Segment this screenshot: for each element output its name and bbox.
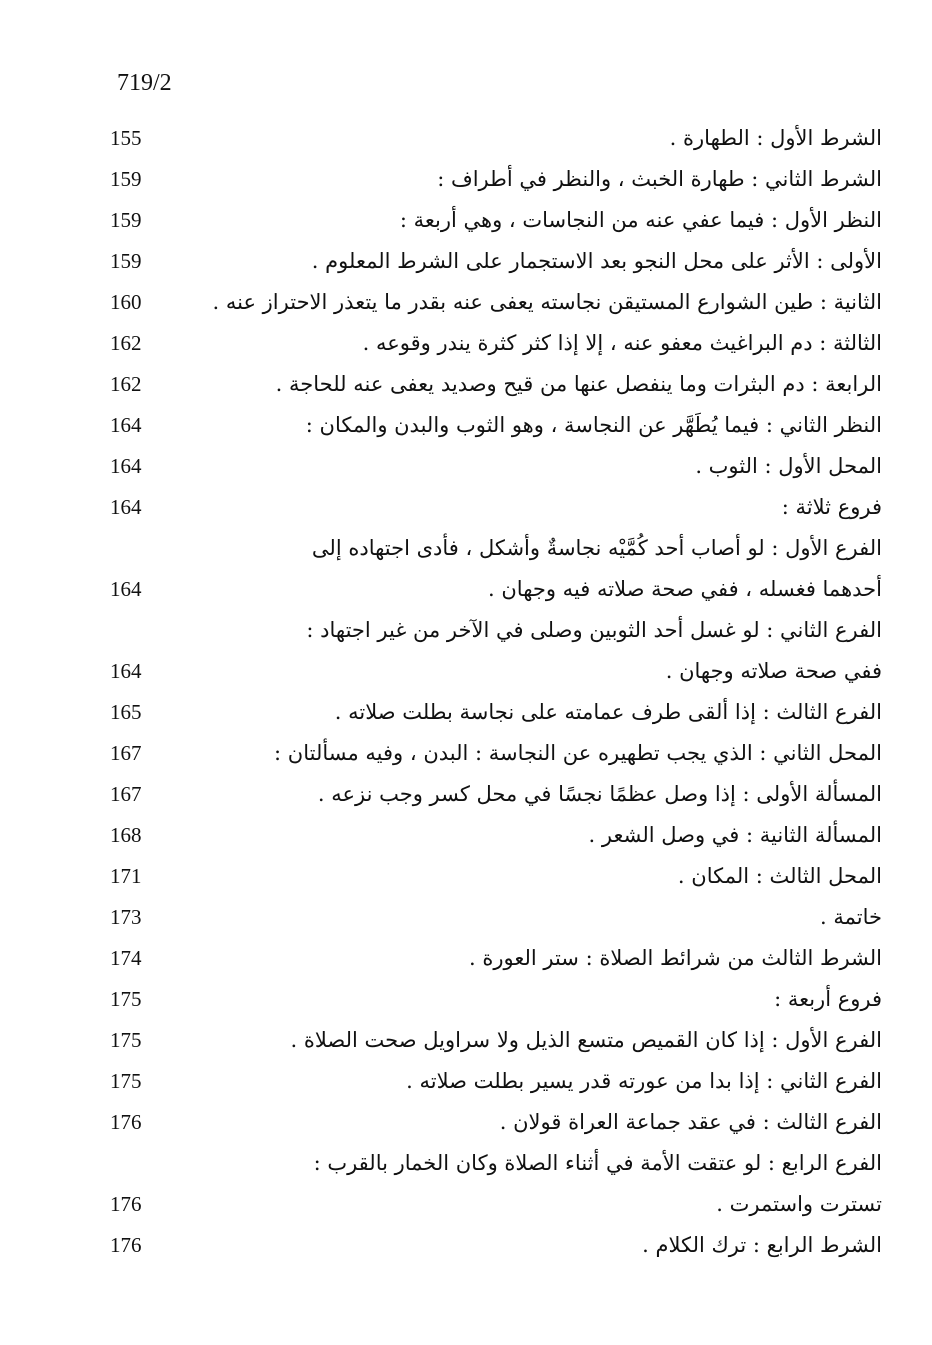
toc-entry-title: الثانية : طين الشوارع المستيقن نجاسته يعفى عنه بقدر ما يتعذر الاحتراز عنه . [212,290,882,314]
toc-entry-title: الشرط الثالث من شرائط الصلاة : ستر العورة . [469,946,882,970]
toc-entry-page: 164 [110,413,142,437]
toc-entry [110,1102,882,1143]
page-number: 719/2 [117,70,172,96]
toc-entry [110,897,882,938]
toc-entry-page: 167 [110,741,142,765]
toc-entry-page: 165 [110,700,142,724]
toc-entry-page: 175 [110,987,142,1011]
toc-entry [110,569,882,610]
toc-entry-page: 164 [110,577,142,601]
toc-entry [110,815,882,856]
toc-entry [110,446,882,487]
toc-entry [110,692,882,733]
toc-entry [110,610,882,651]
toc-entry-title: النظر الثاني : فيما يُطَهَّر عن النجاسة ، وهو الثوب والبدن والمكان : [305,413,882,437]
toc-entry-title: الفرع الأول : إذا كان القميص متسع الذيل ولا سراويل صحت الصلاة . [290,1028,882,1052]
toc-entry-title: الأولى : الأثر على محل النجو بعد الاستجمار على الشرط المعلوم . [311,249,882,273]
toc-entry-title: المحل الثاني : الذي يجب تطهيره عن النجاسة : البدن ، وفيه مسألتان : [274,741,882,765]
toc-entry-page: 164 [110,659,142,683]
toc-entry-page: 167 [110,782,142,806]
toc-entry-title: الفرع الثالث : إذا ألقى طرف عمامته على نجاسة بطلت صلاته . [334,700,882,724]
toc-entry-page: 162 [110,372,142,396]
toc-entry-page: 155 [110,126,142,150]
toc-entry [110,733,882,774]
toc-entry-title: فروع أربعة : [774,987,882,1011]
toc-entry [110,200,882,241]
toc-entry [110,938,882,979]
toc-entry [110,241,882,282]
toc-entry-title: الثالثة : دم البراغيث معفو عنه ، إلا إذا كثر كثرة يندر وقوعه . [362,331,882,355]
toc-entry-title: المحل الأول : الثوب . [695,454,882,478]
toc-entry-title: فروع ثلاثة : [781,495,882,519]
toc-entry-title: الفرع الأول : لو أصاب أحد كُمَّيْه نجاسةٌ وأشكل ، فأدى اجتهاده إلى [311,536,882,560]
toc-entry [110,979,882,1020]
toc-entry-page: 162 [110,331,142,355]
toc-entry-title: أحدهما فغسله ، ففي صحة صلاته فيه وجهان . [488,577,882,601]
toc-entry [110,1225,882,1266]
toc-entry-title: الفرع الرابع : لو عتقت الأمة في أثناء الصلاة وكان الخمار بالقرب : [313,1151,882,1175]
toc-entry [110,159,882,200]
toc-entry [110,405,882,446]
toc-entry-page: 176 [110,1233,142,1257]
toc-entry-title: ففي صحة صلاته وجهان . [665,659,882,683]
toc-entry [110,651,882,692]
toc-entry [110,774,882,815]
toc-entry-title: النظر الأول : فيما عفي عنه من النجاسات ، وهي أربعة : [399,208,882,232]
toc-entry [110,323,882,364]
toc-entry [110,282,882,323]
toc-entry-page: 175 [110,1069,142,1093]
toc-entry-title: الفرع الثاني : إذا بدا من عورته قدر يسير بطلت صلاته . [406,1069,882,1093]
toc-entry-page: 168 [110,823,142,847]
toc-entry-title: المسألة الثانية : في وصل الشعر . [588,823,882,847]
toc-entry-page: 176 [110,1192,142,1216]
toc-entry [110,1020,882,1061]
toc-entry-page: 171 [110,864,142,888]
toc-entry-page: 173 [110,905,142,929]
toc-entry-title: الرابعة : دم البثرات وما ينفصل عنها من قيح وصديد يعفى عنه للحاجة . [275,372,882,396]
toc-entry-page: 159 [110,208,142,232]
toc-entry [110,364,882,405]
toc-entry [110,1184,882,1225]
toc-entry [110,856,882,897]
toc-entry-page: 175 [110,1028,142,1052]
toc-entry-title: الشرط الثاني : طهارة الخبث ، والنظر في أطراف : [437,167,882,191]
toc-entry [110,1143,882,1184]
toc-entry-title: تسترت واستمرت . [716,1192,882,1216]
toc-entry-page: 174 [110,946,142,970]
table-of-contents [110,118,882,1266]
toc-entry-page: 160 [110,290,142,314]
toc-entry-title: الفرع الثاني : لو غسل أحد الثوبين وصلى في الآخر من غير اجتهاد : [306,618,882,642]
toc-entry-title: الشرط الرابع : ترك الكلام . [642,1233,882,1257]
toc-entry-page: 164 [110,454,142,478]
toc-entry [110,1061,882,1102]
toc-entry [110,118,882,159]
toc-entry-page: 164 [110,495,142,519]
toc-entry-title: الشرط الأول : الطهارة . [669,126,882,150]
toc-entry-title: الفرع الثالث : في عقد جماعة العراة قولان . [499,1110,882,1134]
toc-entry-title: المحل الثالث : المكان . [677,864,882,888]
toc-entry [110,528,882,569]
toc-entry-page: 159 [110,167,142,191]
toc-entry-page: 159 [110,249,142,273]
toc-entry-title: المسألة الأولى : إذا وصل عظمًا نجسًا في محل كسر وجب نزعه . [317,782,882,806]
toc-entry-title: خاتمة . [820,905,882,929]
toc-entry [110,487,882,528]
toc-entry-page: 176 [110,1110,142,1134]
